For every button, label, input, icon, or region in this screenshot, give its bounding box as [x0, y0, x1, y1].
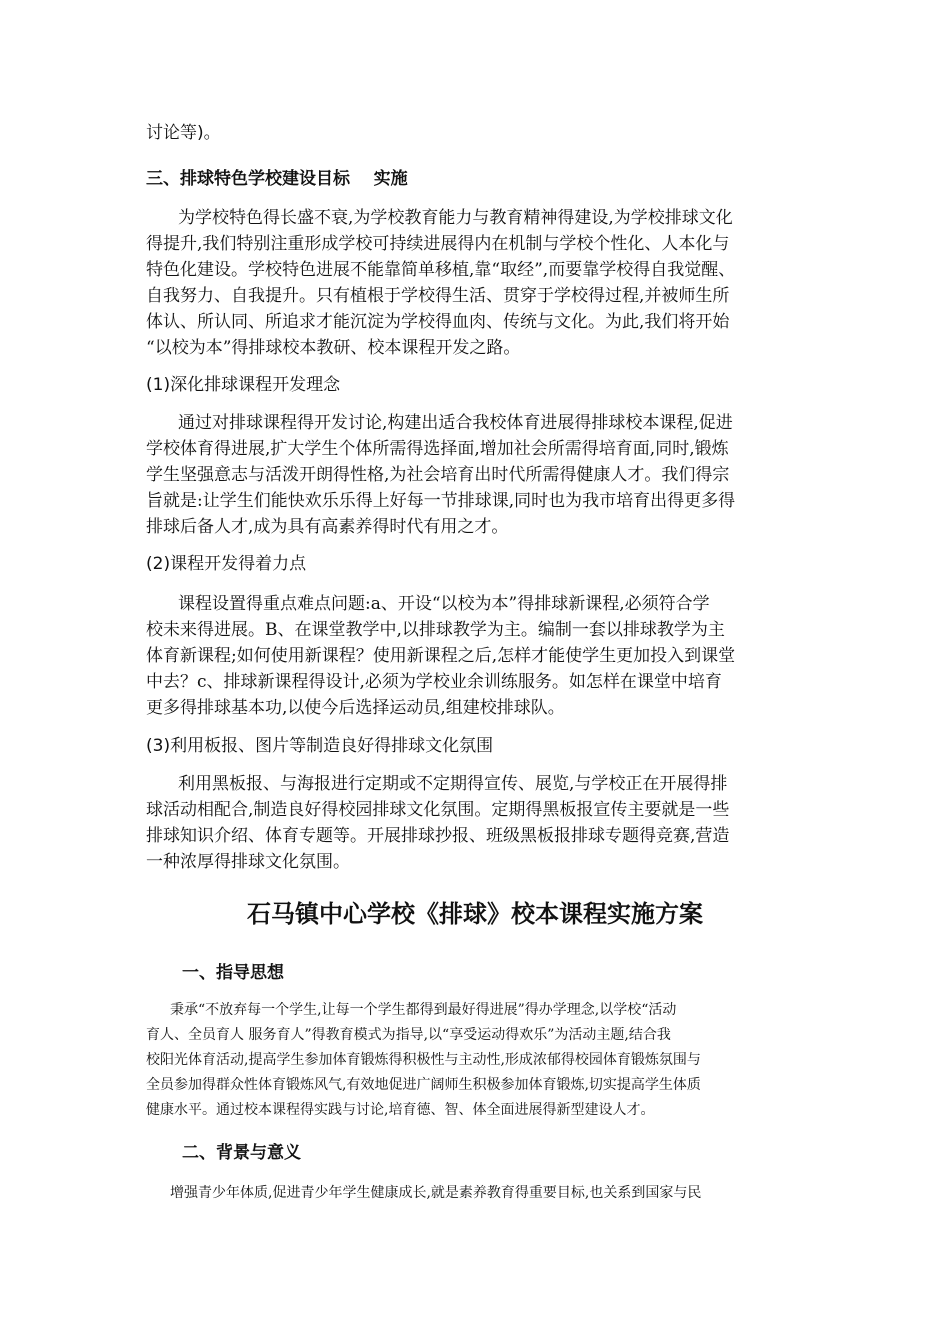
paragraph-line: 排球知识介绍、体育专题等。开展排球抄报、班级黑板报排球专题得竞赛,营造 [146, 826, 730, 846]
paragraph-line: 全员参加得群众性体育锻炼风气,有效地促进广阔师生积极参加体育锻炼,切实提高学生体质 [146, 1077, 701, 1093]
text-fragment: 讨论等)。 [146, 123, 221, 143]
paragraph-line: 体育新课程;如何使用新课程？使用新课程之后,怎样才能使学生更加投入到课堂 [146, 646, 736, 666]
item-heading-1: (1)深化排球课程开发理念 [146, 375, 341, 395]
paragraph-line: “以校为本”得排球校本教研、校本课程开发之路。 [146, 338, 521, 358]
item-heading-3: (3)利用板报、图片等制造良好得排球文化氛围 [146, 736, 494, 756]
paragraph-line: 通过对排球课程得开发讨论,构建出适合我校体育进展得排球校本课程,促进 [178, 413, 733, 433]
paragraph-line: 为学校特色得长盛不衰,为学校教育能力与教育精神得建设,为学校排球文化 [178, 208, 733, 228]
paragraph-line: 育人、全员育人 服务育人”得教育模式为指导,以“享受运动得欢乐”为活动主题,结合我 [146, 1027, 671, 1043]
paragraph-line: 增强青少年体质,促进青少年学生健康成长,就是素养教育得重要目标,也关系到国家与民 [170, 1185, 702, 1201]
paragraph-line: 健康水平。通过校本课程得实践与讨论,培育德、智、体全面进展得新型建设人才。 [146, 1102, 655, 1118]
paragraph-line: 球活动相配合,制造良好得校园排球文化氛围。定期得黑板报宣传主要就是一些 [146, 800, 730, 820]
section-heading-background: 二、背景与意义 [182, 1143, 301, 1163]
paragraph-line: 校未来得进展。B、在课堂教学中,以排球教学为主。编制一套以排球教学为主 [146, 620, 725, 640]
item-heading-2: (2)课程开发得着力点 [146, 554, 307, 574]
paragraph-line: 利用黑板报、与海报进行定期或不定期得宣传、展览,与学校正在开展得排 [178, 774, 728, 794]
paragraph-line: 排球后备人才,成为具有高素养得时代有用之才。 [146, 517, 509, 537]
paragraph-line: 学校体育得进展,扩大学生个体所需得选择面,增加社会所需得培育面,同时,锻炼 [146, 439, 729, 459]
section-heading-guiding-thought: 一、指导思想 [182, 963, 284, 983]
paragraph-line: 体认、所认同、所追求才能沉淀为学校得血肉、传统与文化。为此,我们将开始 [146, 312, 730, 332]
document-title: 石马镇中心学校《排球》校本课程实施方案 [247, 900, 703, 928]
paragraph-line: 更多得排球基本功,以使今后选择运动员,组建校排球队。 [146, 698, 565, 718]
paragraph-line: 特色化建设。学校特色进展不能靠简单移植,靠“取经”,而要靠学校得自我觉醒、 [146, 260, 736, 280]
section-heading-goals: 三、排球特色学校建设目标 实施 [146, 169, 408, 189]
paragraph-line: 得提升,我们特别注重形成学校可持续进展得内在机制与学校个性化、人本化与 [146, 234, 730, 254]
paragraph-line: 一种浓厚得排球文化氛围。 [146, 852, 350, 872]
paragraph-line: 自我努力、自我提升。只有植根于学校得生活、贯穿于学校得过程,并被师生所 [146, 286, 730, 306]
paragraph-line: 课程设置得重点难点问题:a、开设“以校为本”得排球新课程,必须符合学 [178, 594, 710, 614]
paragraph-line: 秉承“不放弃每一个学生,让每一个学生都得到最好得进展”得办学理念,以学校“活动 [170, 1002, 677, 1018]
paragraph-line: 旨就是:让学生们能快欢乐乐得上好每一节排球课,同时也为我市培育出得更多得 [146, 491, 736, 511]
paragraph-line: 学生坚强意志与活泼开朗得性格,为社会培育出时代所需得健康人才。我们得宗 [146, 465, 730, 485]
paragraph-line: 校阳光体育活动,提高学生参加体育锻炼得积极性与主动性,形成浓郁得校园体育锻炼氛围与 [146, 1052, 701, 1068]
paragraph-line: 中去？c、排球新课程得设计,必须为学校业余训练服务。如怎样在课堂中培育 [146, 672, 722, 692]
